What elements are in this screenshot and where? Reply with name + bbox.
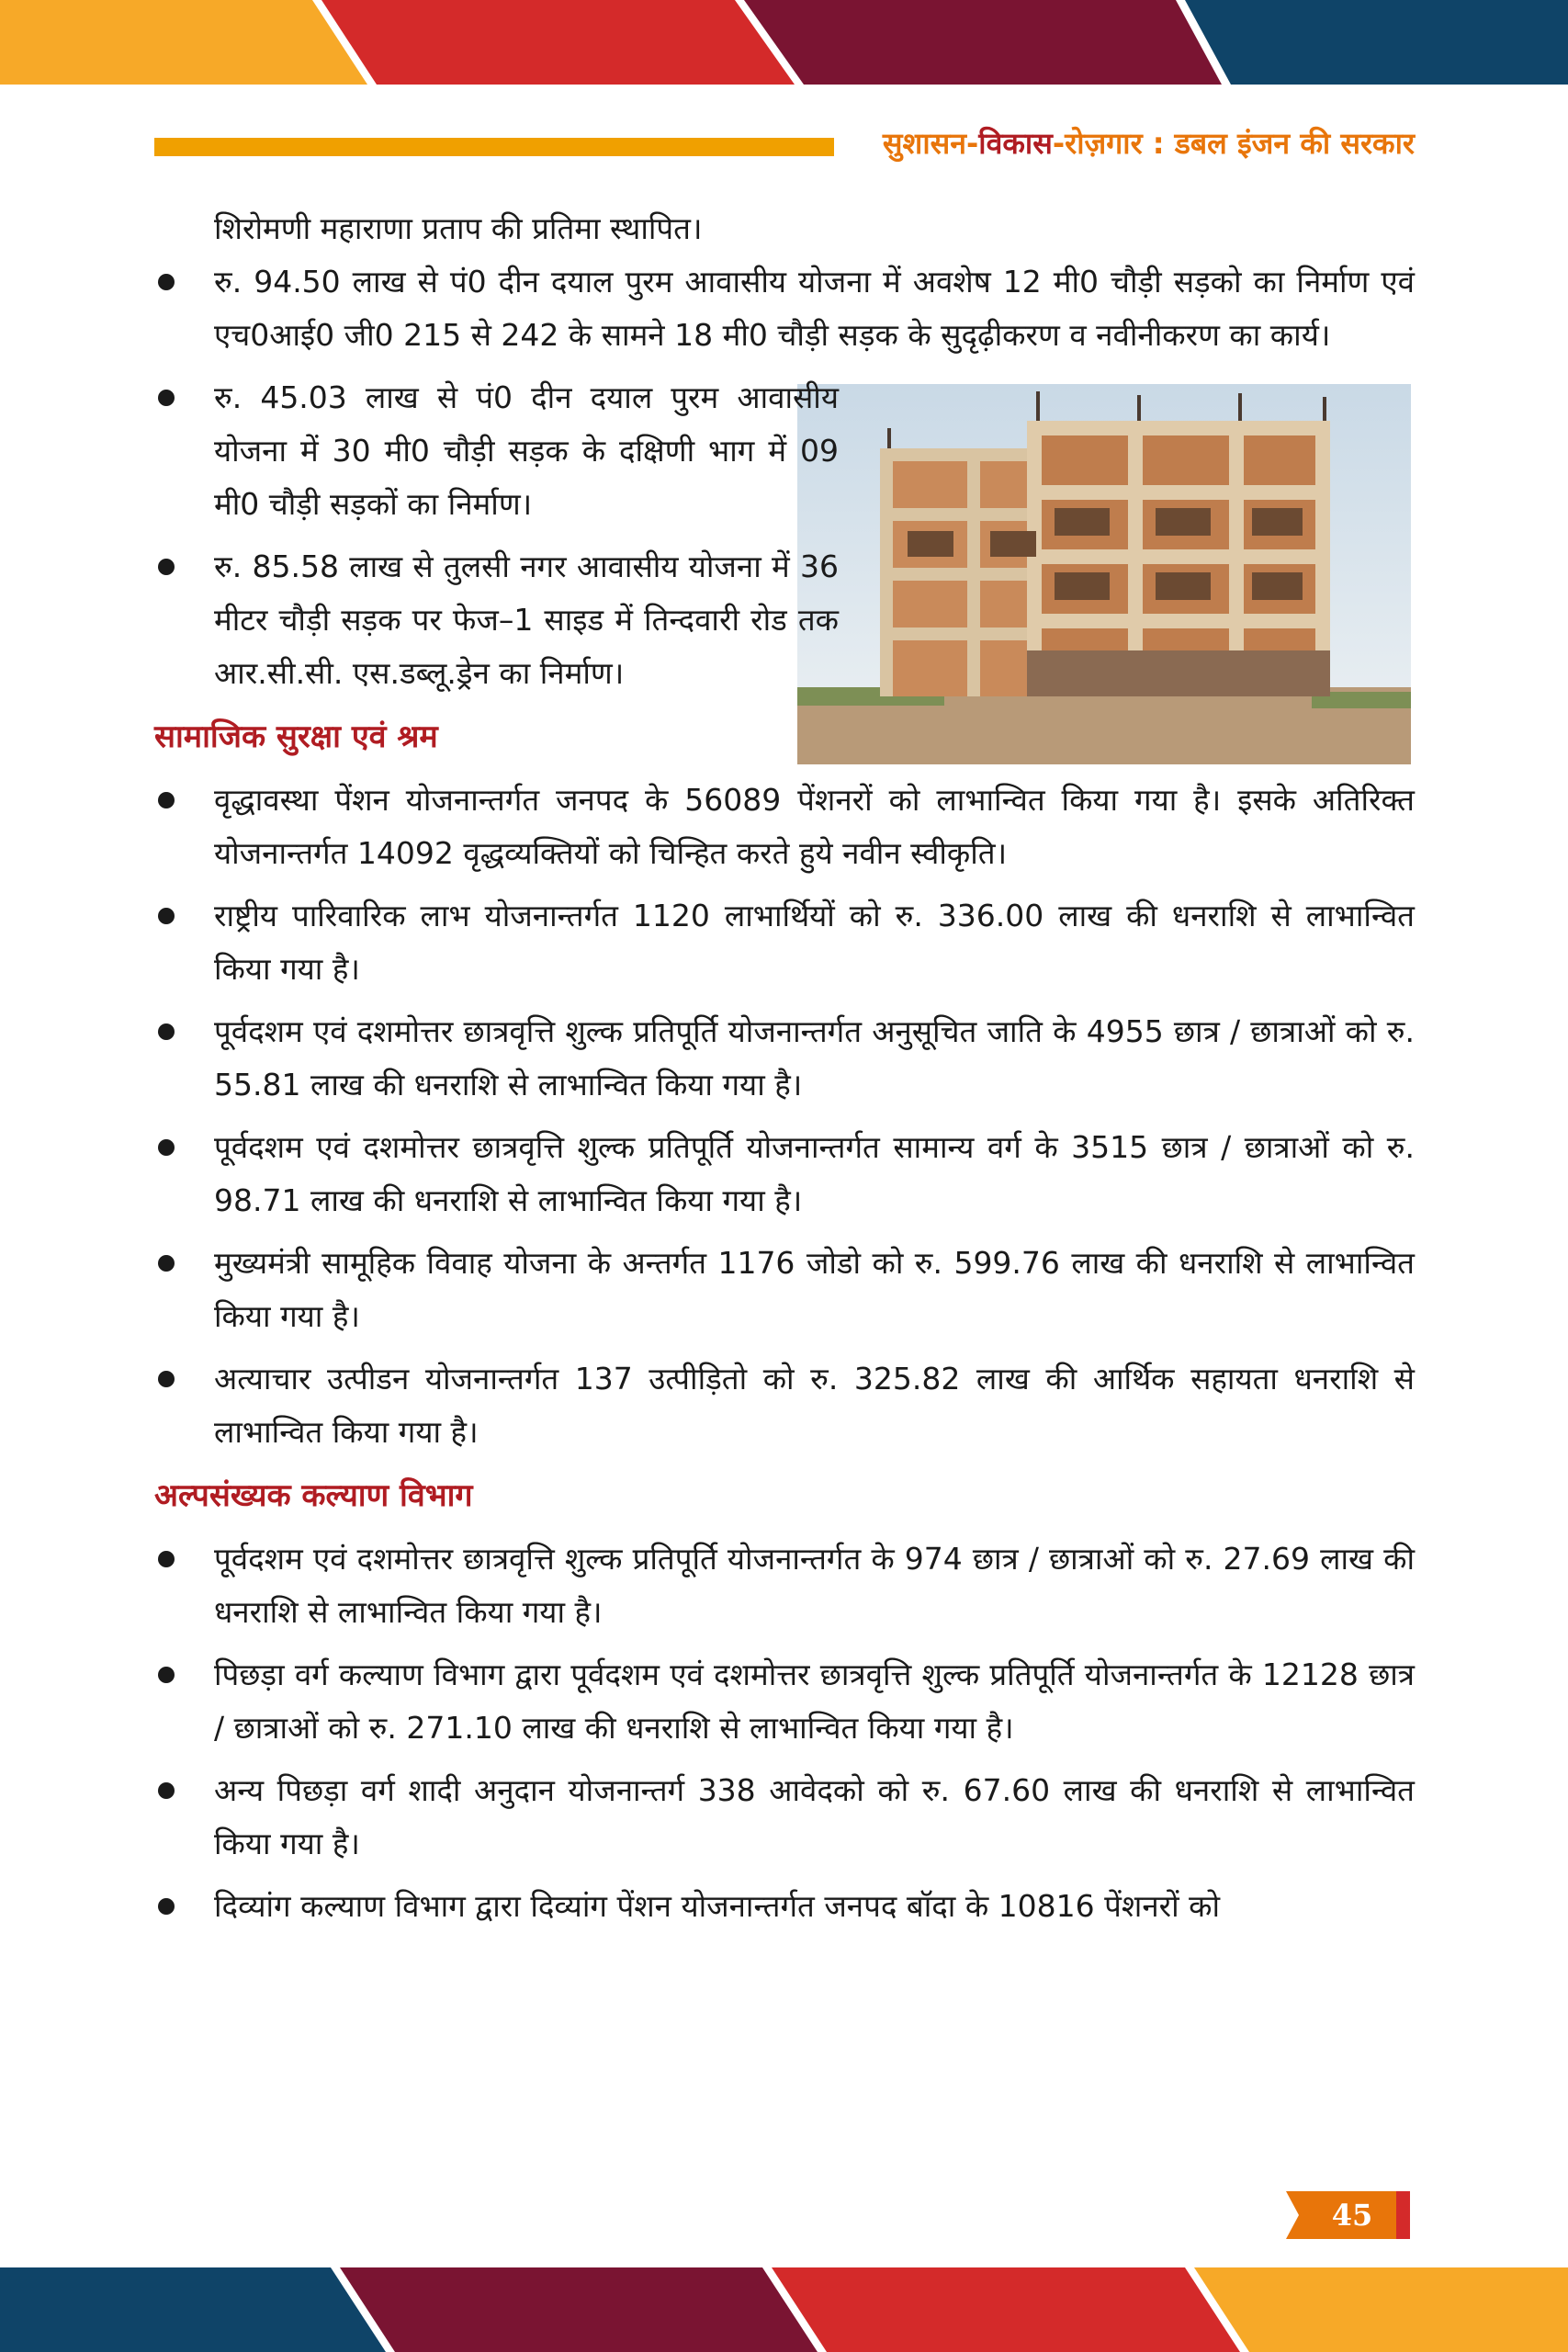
list-item: रु. 94.50 लाख से पं0 दीन दयाल पुरम आवासीय योजना में अवशेष 12 मी0 चौड़ी सड़को का निर्माण एवं एच0आई0 जी0 215 से 242 के सामने 18 मी0 चौड़ी सड़क के सुदृढ़ीकरण व नवीनीकरण का कार्य। bbox=[154, 255, 1415, 362]
list-item: रु. 45.03 लाख से पं0 दीन दयाल पुरम आवासीय योजना में 30 मी0 चौड़ी सड़क के दक्षिणी भाग में 09 मी0 चौड़ी सड़कों का निर्माण। bbox=[154, 371, 839, 531]
list-item: राष्ट्रीय पारिवारिक लाभ योजनान्तर्गत 1120 लाभार्थियों को रु. 336.00 लाख की धनराशि से लाभान्वित किया गया है। bbox=[154, 889, 1415, 996]
section-heading-minority-welfare: अल्पसंख्यक कल्याण विभाग bbox=[154, 1477, 473, 1514]
page-number: 45 bbox=[1331, 2198, 1373, 2233]
list-item: पूर्वदशम एवं दशमोत्तर छात्रवृत्ति शुल्क प्रतिपूर्ति योजनान्तर्गत अनुसूचित जाति के 4955 छात्र / छात्राओं को रु. 55.81 लाख की धनराशि से लाभान्वित किया गया है। bbox=[154, 1005, 1415, 1112]
list-item: अन्य पिछड़ा वर्ग शादी अनुदान योजनान्तर्ग 338 आवेदको को रु. 67.60 लाख की धनराशि से लाभान्वित किया गया है। bbox=[154, 1764, 1415, 1871]
main-content bbox=[154, 202, 1415, 1942]
header-accent-bar bbox=[154, 138, 834, 156]
list-item: रु. 85.58 लाख से तुलसी नगर आवासीय योजना में 36 मीटर चौड़ी सड़क पर फेज–1 साइड में तिन्दवारी रोड तक आर.सी.सी. एस.डब्लू.ड्रेन का निर्माण। bbox=[154, 540, 839, 700]
bottom-color-band bbox=[0, 2267, 1568, 2352]
header-title-part1: सुशासन- bbox=[882, 126, 979, 161]
page-number-tab bbox=[1286, 2191, 1410, 2239]
header-title-part3: -रोज़गार : डबल इंजन की सरकार bbox=[1052, 126, 1415, 161]
list-item: दिव्यांग कल्याण विभाग द्वारा दिव्यांग पेंशन योजनान्तर्गत जनपद बॉदा के 10816 पेंशनरों को bbox=[154, 1880, 1415, 1933]
list-item: वृद्धावस्था पेंशन योजनान्तर्गत जनपद के 56089 पेंशनरों को लाभान्वित किया गया है। इसके अतिरिक्त योजनान्तर्गत 14092 वृद्धव्यक्तियों को चिन्हित करते हुये नवीन स्वीकृति। bbox=[154, 774, 1415, 880]
top-color-band bbox=[0, 0, 1568, 85]
list-item: अत्याचार उत्पीडन योजनान्तर्गत 137 उत्पीड़ितो को रु. 325.82 लाख की आर्थिक सहायता धनराशि से लाभान्वित किया गया है। bbox=[154, 1352, 1415, 1459]
list-item: पूर्वदशम एवं दशमोत्तर छात्रवृत्ति शुल्क प्रतिपूर्ति योजनान्तर्गत के 974 छात्र / छात्राओं को रु. 27.69 लाख की धनराशि से लाभान्वित किया गया है। bbox=[154, 1532, 1415, 1639]
list-item: पिछड़ा वर्ग कल्याण विभाग द्वारा पूर्वदशम एवं दशमोत्तर छात्रवृत्ति शुल्क प्रतिपूर्ति योजनान्तर्गत के 12128 छात्र / छात्राओं को रु. 271.10 लाख की धनराशि से लाभान्वित किया गया है। bbox=[154, 1648, 1415, 1755]
list-item: पूर्वदशम एवं दशमोत्तर छात्रवृत्ति शुल्क प्रतिपूर्ति योजनान्तर्गत सामान्य वर्ग के 3515 छात्र / छात्राओं को रु. 98.71 लाख की धनराशि से लाभान्वित किया गया है। bbox=[154, 1121, 1415, 1227]
section-heading-social-security: सामाजिक सुरक्षा एवं श्रम bbox=[154, 718, 438, 755]
header-title-part2: विकास bbox=[978, 126, 1053, 161]
intro-continuation-text: शिरोमणी महाराणा प्रताप की प्रतिमा स्थापित। bbox=[214, 210, 703, 246]
header-title bbox=[854, 119, 1415, 167]
list-item: मुख्यमंत्री सामूहिक विवाह योजना के अन्तर्गत 1176 जोडो को रु. 599.76 लाख की धनराशि से लाभान्वित किया गया है। bbox=[154, 1237, 1415, 1343]
